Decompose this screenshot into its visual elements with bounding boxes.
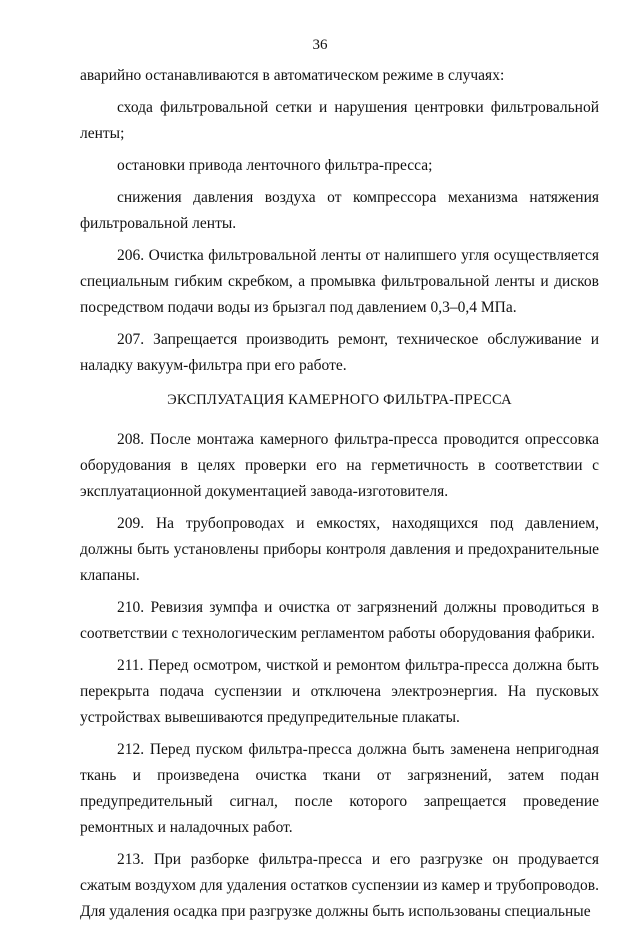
section-heading: ЭКСПЛУАТАЦИЯ КАМЕРНОГО ФИЛЬТРА-ПРЕССА (167, 392, 512, 408)
paragraph-206: 206. Очистка фильтровальной ленты от налипшего угля осуществляется специальным гибким скребком, а промывка фильтровальной ленты и дисков посредством подачи воды из брызгал под давлением 0,3–0,4 МПа. (80, 247, 599, 316)
paragraph-210: 210. Ревизия зумпфа и очистка от загрязнений должны проводиться в соответствии с технологическим регламентом работы оборудования фабрики. (80, 599, 599, 642)
paragraph-207: 207. Запрещается производить ремонт, техническое обслуживание и наладку вакуум-фильтра при его работе. (80, 331, 599, 374)
paragraph-list-item: снижения давления воздуха от компрессора механизма натяжения фильтровальной ленты. (80, 189, 599, 232)
page-number: 36 (312, 37, 328, 53)
paragraph-211: 211. Перед осмотром, чисткой и ремонтом фильтра-пресса должна быть перекрыта подача суспензии и отключена электроэнергия. На пусковых устройствах вывешиваются предупредительные плакаты. (80, 657, 599, 726)
paragraph-list-item: схода фильтровальной сетки и нарушения центровки фильтровальной ленты; (80, 99, 599, 142)
paragraph-209: 209. На трубопроводах и емкостях, находящихся под давлением, должны быть установлены приборы контроля давления и предохранительные клапаны. (80, 515, 599, 584)
document-body (80, 63, 599, 931)
paragraph-list-item: остановки привода ленточного фильтра-пресса; (117, 157, 433, 174)
paragraph-intro: аварийно останавливаются в автоматическом режиме в случаях: (80, 67, 505, 84)
paragraph-208: 208. После монтажа камерного фильтра-пресса проводится опрессовка оборудования в целях проверки его на герметичность в соответствии с эксплуатационной документацией завода-изготовителя. (80, 431, 599, 500)
paragraph-213: 213. При разборке фильтра-пресса и его разгрузке он продувается сжатым воздухом для удаления остатков суспензии из камер и трубопроводов. Для удаления осадка при разгрузке должны быть использованы специальные (80, 851, 599, 920)
paragraph-212: 212. Перед пуском фильтра-пресса должна быть заменена непригодная ткань и произведена очистка ткани от загрязнений, затем подан предупредительный сигнал, после которого запрещается проведение ремонтных и наладочных работ. (80, 741, 599, 836)
